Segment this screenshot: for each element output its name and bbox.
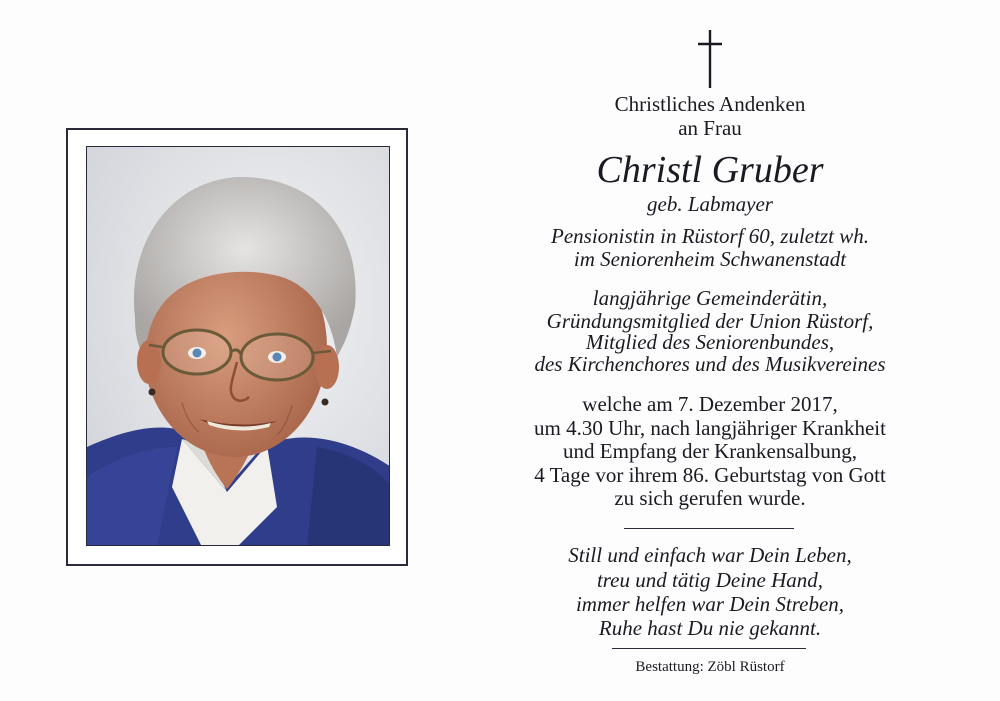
announcement-line-1: welche am 7. Dezember 2017, bbox=[582, 392, 838, 416]
poem-line-2: treu und tätig Deine Hand, bbox=[596, 568, 824, 592]
announcement-line-2: um 4.30 Uhr, nach langjähriger Krankheit bbox=[534, 416, 886, 440]
role-line-3: Mitglied des Seniorenbundes, bbox=[585, 330, 835, 354]
title-line-2: an Frau bbox=[678, 116, 742, 140]
residence-line-2: im Seniorenheim Schwanenstadt bbox=[573, 247, 847, 271]
deceased-name: Christl Gruber bbox=[596, 149, 824, 191]
residence-line-1: Pensionistin in Rüstorf 60, zuletzt wh. bbox=[551, 224, 869, 248]
announcement-line-3: und Empfang der Krankensalbung, bbox=[563, 439, 857, 463]
portrait-photo bbox=[86, 146, 390, 546]
poem-line-4: Ruhe hast Du nie gekannt. bbox=[598, 616, 822, 640]
maiden-name: geb. Labmayer bbox=[647, 192, 773, 216]
role-line-1: langjährige Gemeinderätin, bbox=[592, 286, 828, 310]
poem-line-1: Still und einfach war Dein Leben, bbox=[568, 543, 852, 567]
divider-bottom bbox=[612, 648, 806, 649]
role-line-2: Gründungsmitglied der Union Rüstorf, bbox=[546, 309, 874, 333]
poem-line-3: immer helfen war Dein Streben, bbox=[575, 592, 845, 616]
role-line-4: des Kirchenchores und des Musikvereines bbox=[534, 352, 886, 376]
portrait-frame bbox=[66, 128, 408, 566]
announcement-line-4: 4 Tage vor ihrem 86. Geburtstag von Gott bbox=[534, 463, 886, 487]
funeral-home: Bestattung: Zöbl Rüstorf bbox=[635, 659, 785, 675]
latin-cross-icon bbox=[697, 30, 723, 88]
title-line-1: Christliches Andenken bbox=[614, 92, 806, 116]
divider-top bbox=[624, 528, 794, 529]
announcement-line-5: zu sich gerufen wurde. bbox=[614, 486, 806, 510]
